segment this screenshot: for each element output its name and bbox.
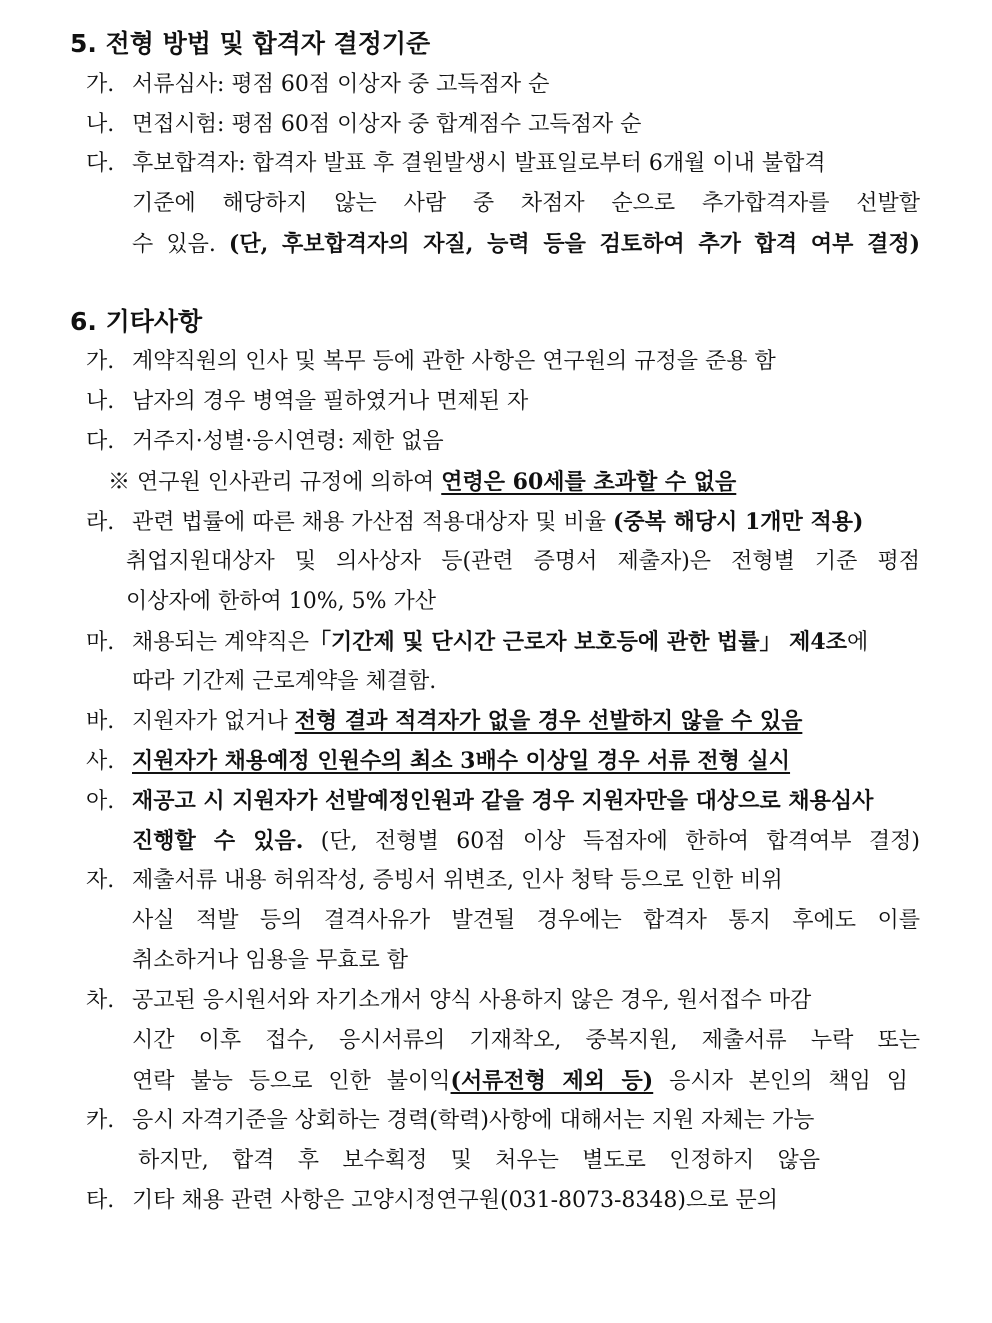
sec6-item-cha-line3 bbox=[132, 1066, 908, 1097]
sec6-item-cha bbox=[86, 986, 920, 1016]
item-label: 카. bbox=[86, 1108, 115, 1133]
sec6-item-ja-line3: 취소하거나 임용을 무효로 함 bbox=[132, 948, 409, 973]
item-label: 자. bbox=[86, 868, 115, 893]
item-text-bold: (단, 후보합격자의 자질, 능력 등을 검토하여 추가 합격 여부 결정) bbox=[228, 231, 920, 257]
item-text: 관련 법률에 따른 채용 가산점 적용대상자 및 비율 bbox=[132, 510, 606, 535]
item-label: 타. bbox=[86, 1188, 115, 1213]
item-text-bold: 지원자가 채용예정 인원수의 최소 3배수 이상일 경우 서류 전형 실시 bbox=[132, 748, 791, 774]
item-text: 기타 채용 관련 사항은 고양시정연구원(031-8073-8348)으로 문의 bbox=[132, 1188, 779, 1213]
sec6-item-ja bbox=[86, 866, 920, 896]
sec6-note bbox=[108, 467, 736, 498]
sec6-item-ra-line3: 이상자에 한하여 10%, 5% 가산 bbox=[126, 589, 437, 614]
item-text: 거주지·성별·응시연령: 제한 없음 bbox=[132, 429, 444, 454]
sec6-item-ka-line2: 하지만, 합격 후 보수획정 및 처우는 별도로 인정하지 않음 bbox=[138, 1148, 820, 1173]
sec5-item-da bbox=[86, 149, 920, 179]
item-label: 가. bbox=[86, 349, 115, 374]
item-text: 제출서류 내용 허위작성, 증빙서 위변조, 인사 청탁 등으로 인한 비위 bbox=[132, 868, 783, 893]
sec6-item-sa bbox=[86, 746, 920, 777]
note-emphasis: 연령은 60세를 초과할 수 없음 bbox=[441, 469, 737, 495]
sec6-item-ma bbox=[86, 627, 920, 658]
item-text-bold: 재공고 시 지원자가 선발예정인원과 같을 경우 지원자만을 대상으로 채용심사 bbox=[132, 788, 874, 814]
sec6-item-da bbox=[86, 427, 444, 457]
item-text-bold: 전형 결과 적격자가 없을 경우 선발하지 않을 수 있음 bbox=[294, 708, 803, 734]
item-text: 연락 불능 등으로 인한 불이익 bbox=[132, 1069, 451, 1094]
sec5-item-ga bbox=[86, 70, 549, 100]
sec5-item-da-line3 bbox=[132, 229, 920, 260]
item-label: 다. bbox=[86, 151, 115, 176]
item-text: 공고된 응시원서와 자기소개서 양식 사용하지 않은 경우, 원서접수 마감 bbox=[132, 988, 812, 1013]
item-label: 바. bbox=[86, 709, 115, 734]
item-text: 지원자가 없거나 bbox=[132, 709, 288, 734]
item-text: 서류심사: 평점 60점 이상자 중 고득점자 순 bbox=[132, 72, 550, 97]
item-text: 수 있음. bbox=[132, 232, 216, 257]
sec6-item-ka bbox=[86, 1106, 920, 1136]
item-label: 나. bbox=[86, 112, 115, 137]
item-text: 후보합격자: 합격자 발표 후 결원발생시 발표일로부터 6개월 이내 불합격 bbox=[132, 151, 826, 176]
item-text-bold: (중복 해당시 1개만 적용) bbox=[613, 509, 864, 535]
item-label: 다. bbox=[86, 429, 115, 454]
sec6-item-ta bbox=[86, 1186, 778, 1216]
sec6-item-a-line2 bbox=[132, 826, 920, 857]
item-text: 응시자 본인의 책임 임 bbox=[669, 1069, 909, 1094]
item-text: 면접시험: 평점 60점 이상자 중 합계점수 고득점자 순 bbox=[132, 112, 642, 137]
item-text-bold: 진행할 수 있음. bbox=[132, 828, 304, 854]
item-text: (단, 전형별 60점 이상 득점자에 한하여 합격여부 결정) bbox=[320, 829, 920, 854]
item-text-bold: (서류전형 제외 등) bbox=[450, 1068, 654, 1094]
sec6-item-ja-line2: 사실 적발 등의 결격사유가 발견될 경우에는 합격자 통지 후에도 이를 bbox=[132, 908, 920, 933]
item-label: 아. bbox=[86, 789, 115, 814]
section-5-title: 5. 전형 방법 및 합격자 결정기준 bbox=[70, 29, 431, 58]
section-6-title: 6. 기타사항 bbox=[70, 307, 203, 336]
sec6-item-ra-line2: 취업지원대상자 및 의사상자 등(관련 증명서 제출자)은 전형별 기준 평점 bbox=[126, 549, 920, 574]
item-label: 마. bbox=[86, 630, 115, 655]
sec6-item-ga bbox=[86, 347, 776, 377]
item-label: 사. bbox=[86, 749, 115, 774]
note-text: ※ 연구원 인사관리 규정에 의하여 bbox=[108, 470, 435, 495]
item-text: 응시 자격기준을 상회하는 경력(학력)사항에 대해서는 지원 자체는 가능 bbox=[132, 1108, 815, 1133]
sec6-item-na bbox=[86, 387, 528, 417]
item-label: 나. bbox=[86, 389, 115, 414]
sec6-item-ba bbox=[86, 706, 802, 737]
item-text: 에 bbox=[846, 630, 869, 655]
item-text: 채용되는 계약직은 bbox=[132, 630, 310, 655]
item-text-bold: 「기간제 및 단시간 근로자 보호등에 관한 법률」 제4조 bbox=[309, 629, 847, 655]
sec6-item-ra bbox=[86, 507, 863, 538]
sec6-item-ma-line2: 따라 기간제 근로계약을 체결함. bbox=[132, 669, 437, 694]
item-label: 차. bbox=[86, 988, 115, 1013]
item-text: 남자의 경우 병역을 필하였거나 면제된 자 bbox=[132, 389, 529, 414]
sec6-item-cha-line2: 시간 이후 접수, 응시서류의 기재착오, 중복지원, 제출서류 누락 또는 bbox=[132, 1028, 920, 1053]
sec6-item-a bbox=[86, 786, 920, 817]
item-label: 라. bbox=[86, 510, 115, 535]
sec5-item-da-line2: 기준에 해당하지 않는 사람 중 차점자 순으로 추가합격자를 선발할 bbox=[132, 191, 920, 216]
item-text: 계약직원의 인사 및 복무 등에 관한 사항은 연구원의 규정을 준용 함 bbox=[132, 349, 776, 374]
item-label: 가. bbox=[86, 72, 115, 97]
sec5-item-na bbox=[86, 110, 641, 140]
